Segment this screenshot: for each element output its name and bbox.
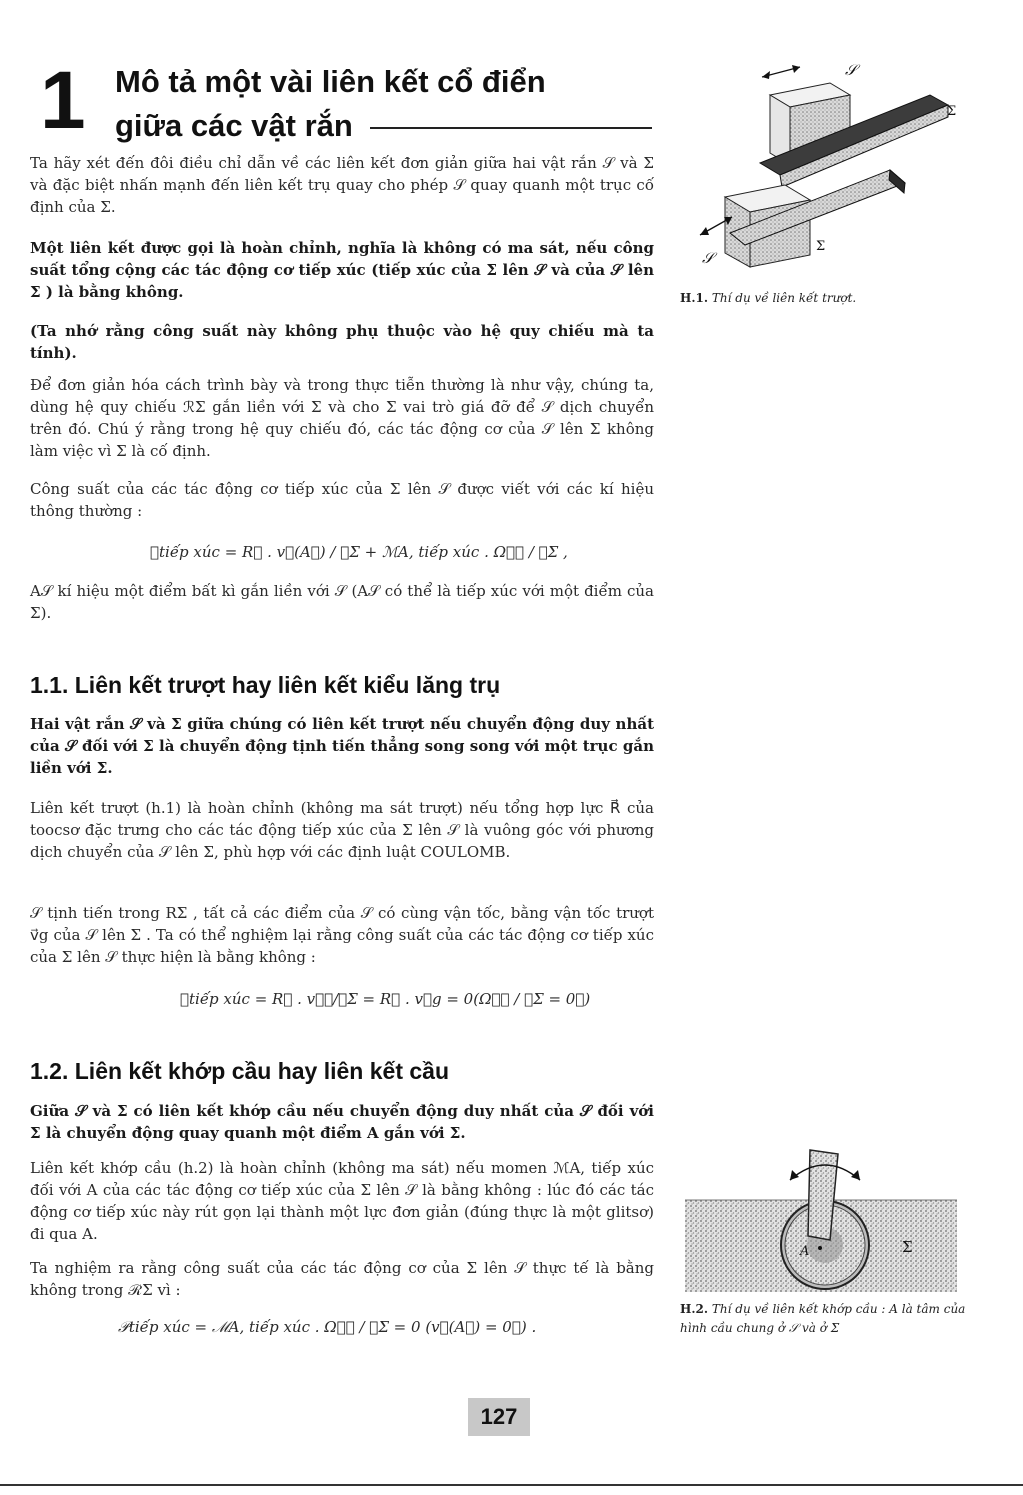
- intro-p2-block: [30, 237, 654, 303]
- fig2-caption-text: Thí dụ về liên kết khớp cầu : A là tâm của hình cầu chung ở 𝒮 và ở Σ: [680, 1302, 966, 1335]
- equation-ball-joint-power: 𝒫tiếp xúc = ℳA, tiếp xúc . Ω⃗𝒮 / ℛΣ = 0 (v⃗(A𝒮) = 0⃗) .: [118, 1318, 537, 1336]
- fig2-caption-label: H.2.: [680, 1302, 709, 1316]
- chapter-title-line1: Mô tả một vài liên kết cổ điển: [115, 64, 546, 99]
- section-1-1-p2: Liên kết trượt (h.1) là hoàn chỉnh (không ma sát trượt) nếu tổng hợp lực R⃗ của toocsơ đặc trưng cho các tác động tiếp xúc của Σ lên 𝒮 là vuông góc với phương dịch chuyển của 𝒮 lên Σ, phù hợp với các định luật COULOMB.: [30, 799, 654, 861]
- equation-power-contact: 𝒫tiếp xúc = R⃗ . v⃗(A𝒮) / ℛΣ + ℳA, tiếp xúc . Ω⃗𝒮 / ℛΣ ,: [150, 543, 568, 561]
- fig1-label-sigma-bottom: Σ: [816, 239, 826, 254]
- intro-p4-block: [30, 374, 654, 462]
- section-1-2-title: 1.2. Liên kết khớp cầu hay liên kết cầu: [30, 1058, 450, 1084]
- section-1-1-p2-block: [30, 797, 654, 863]
- title-rule: [370, 127, 652, 129]
- fig1-label-s-bottom: 𝒮: [702, 249, 714, 267]
- equation-sliding-power: 𝒫tiếp xúc = R⃗ . v⃗𝒮/ℛΣ = R⃗ . v⃗g = 0(Ω⃗𝒮 / ℛΣ = 0⃗): [180, 990, 591, 1008]
- intro-p3: (Ta nhớ rằng công suất này không phụ thuộc vào hệ quy chiếu mà ta tính).: [30, 322, 654, 362]
- section-1-1-p1-block: [30, 713, 654, 779]
- fig1-caption-text: Thí dụ về liên kết trượt.: [711, 291, 857, 305]
- section-1-2-p1-block: [30, 1100, 654, 1144]
- chapter-number: 1: [40, 55, 86, 146]
- figure-h2-ball-joint: [680, 1140, 960, 1295]
- intro-p6: A𝒮 kí hiệu một điểm bất kì gắn liền với 𝒮 (A𝒮 có thể là tiếp xúc với một điểm của Σ).: [30, 582, 654, 622]
- fig1-caption-label: H.1.: [680, 291, 709, 305]
- intro-p4: Để đơn giản hóa cách trình bày và trong thực tiễn thường là như vậy, chúng ta, dùng hệ quy chiếu ℛΣ gắn liền với Σ và cho Σ vai trò giá đỡ để 𝒮 dịch chuyển trên đó. Chú ý rằng trong hệ quy chiếu đó, các tác động cơ của 𝒮 lên Σ không làm việc vì Σ là cố định.: [30, 376, 654, 460]
- fig2-label-sigma: Σ: [902, 1238, 913, 1256]
- fig2-label-a: A: [800, 1244, 810, 1259]
- section-1-2-p3-block: [30, 1257, 654, 1301]
- top-arrow-head-right-icon: [792, 65, 800, 73]
- section-1-1-title: 1.1. Liên kết trượt hay liên kết kiểu lăng trụ: [30, 672, 501, 698]
- fig1-label-sigma-top: Σ: [947, 104, 957, 119]
- intro-p5: Công suất của các tác động cơ tiếp xúc của Σ lên 𝒮 được viết với các kí hiệu thông thường :: [30, 480, 654, 520]
- figure-h2-caption: [680, 1300, 980, 1338]
- intro-p6-block: [30, 580, 654, 624]
- page-number: 127: [468, 1398, 530, 1436]
- section-1-2-p2-block: [30, 1157, 654, 1245]
- section-1-1-p1: Hai vật rắn 𝒮 và Σ giữa chúng có liên kết trượt nếu chuyển động duy nhất của 𝒮 đối với Σ là chuyển động tịnh tiến thẳng song song với một trục gắn liền với Σ.: [30, 715, 654, 777]
- intro-p3-block: [30, 320, 654, 364]
- intro-p5-block: [30, 478, 654, 522]
- section-1-2-p2: Liên kết khớp cầu (h.2) là hoàn chỉnh (không ma sát) nếu momen ℳA, tiếp xúc đối với A của các tác động cơ tiếp xúc của Σ lên 𝒮 là bằng không : lúc đó các tác động cơ tiếp xúc này rút gọn lại thành một lực đơn giản (đúng thực là một glitsơ) đi qua A.: [30, 1159, 654, 1243]
- section-1-1-p3: 𝒮 tịnh tiến trong RΣ , tất cả các điểm của 𝒮 có cùng vận tốc, bằng vận tốc trượt v⃗g của 𝒮 lên Σ . Ta có thể nghiệm lại rằng công suất của các tác động cơ tiếp xúc của Σ lên 𝒮 thực hiện là bằng không :: [30, 904, 654, 966]
- intro-p1-block: [30, 152, 654, 218]
- figure-h1-caption: [680, 289, 980, 308]
- fig1-label-s-top: 𝒮: [845, 61, 857, 79]
- intro-p1: Ta hãy xét đến đôi điều chỉ dẫn về các liên kết đơn giản giữa hai vật rắn 𝒮 và Σ và đặc biệt nhấn mạnh đến liên kết trụ quay cho phép 𝒮 quay quanh một trục cố định của Σ.: [30, 154, 654, 216]
- center-point-a: [818, 1246, 822, 1250]
- section-1-2-p3: Ta nghiệm ra rằng công suất của các tác động cơ của Σ lên 𝒮 thực tế là bằng không trong ℛΣ vì :: [30, 1259, 654, 1299]
- intro-p2: Một liên kết được gọi là hoàn chỉnh, nghĩa là không có ma sát, nếu công suất tổng cộng các tác động cơ tiếp xúc (tiếp xúc của Σ lên 𝒮 và của 𝒮 lên Σ ) là bằng không.: [30, 239, 654, 301]
- section-1-1-p3-block: [30, 902, 654, 968]
- chapter-title-line2: giữa các vật rắn: [115, 108, 353, 143]
- top-arrow-head-left-icon: [762, 71, 770, 79]
- bottom-rule: [0, 1484, 1023, 1486]
- section-1-2-p1: Giữa 𝒮 và Σ có liên kết khớp cầu nếu chuyển động duy nhất của 𝒮 đối với Σ là chuyển động quay quanh một điểm A gắn với Σ.: [30, 1102, 654, 1142]
- figure-h1-sliding-joint: [690, 55, 980, 280]
- chapter-title: [115, 60, 546, 148]
